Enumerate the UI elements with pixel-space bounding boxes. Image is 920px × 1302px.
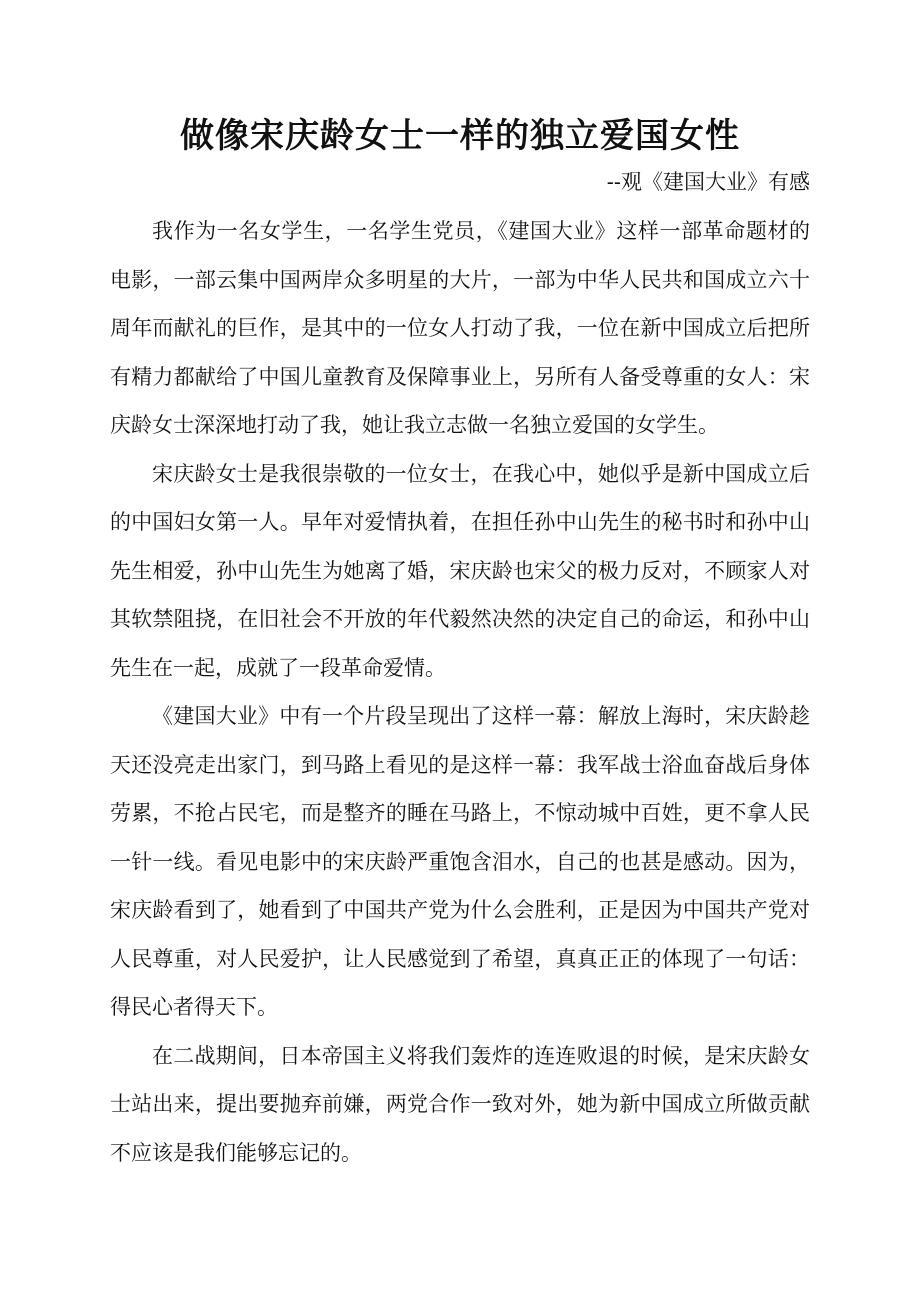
paragraph-4: 在二战期间，日本帝国主义将我们轰炸的连连败退的时候，是宋庆龄女士站出来，提出要抛弃前嫌，两党合作一致对外，她为新中国成立所做贡献不应该是我们能够忘记的。: [110, 1043, 810, 1165]
paragraph-2: 宋庆龄女士是我很崇敬的一位女士，在我心中，她似乎是新中国成立后的中国妇女第一人。早年对爱情执着，在担任孙中山先生的秘书时和孙中山先生相爱，孙中山先生为她离了婚，宋庆龄也宋父的极力反对，不顾家人对其软禁阻挠，在旧社会不开放的年代毅然决然的决定自己的命运，和孙中山先生在一起，成就了一段革命爱情。: [110, 461, 810, 680]
document-title: 做像宋庆龄女士一样的独立爱国女性: [180, 116, 740, 156]
paragraph-3: 《建国大业》中有一个片段呈现出了这样一幕：解放上海时，宋庆龄趁天还没亮走出家门，到马路上看见的是这样一幕：我军战士浴血奋战后身体劳累，不抢占民宅，而是整齐的睡在马路上，不惊动城中百姓，更不拿人民一针一线。看见电影中的宋庆龄严重饱含泪水，自己的也甚是感动。因为，宋庆龄看到了，她看到了中国共产党为什么会胜利，正是因为中国共产党对人民尊重，对人民爱护，让人民感觉到了希望，真真正正的体现了一句话：得民心者得天下。: [110, 704, 810, 1019]
document-subtitle: --观《建国大业》有感: [606, 170, 810, 194]
document-body: [110, 207, 810, 1177]
paragraph-1: 我作为一名女学生，一名学生党员，《建国大业》这样一部革命题材的电影，一部云集中国两岸众多明星的大片，一部为中华人民共和国成立六十周年而献礼的巨作，是其中的一位女人打动了我，一位在新中国成立后把所有精力都献给了中国儿童教育及保障事业上，另所有人备受尊重的女人：宋庆龄女士深深地打动了我，她让我立志做一名独立爱国的女学生。: [110, 219, 810, 437]
